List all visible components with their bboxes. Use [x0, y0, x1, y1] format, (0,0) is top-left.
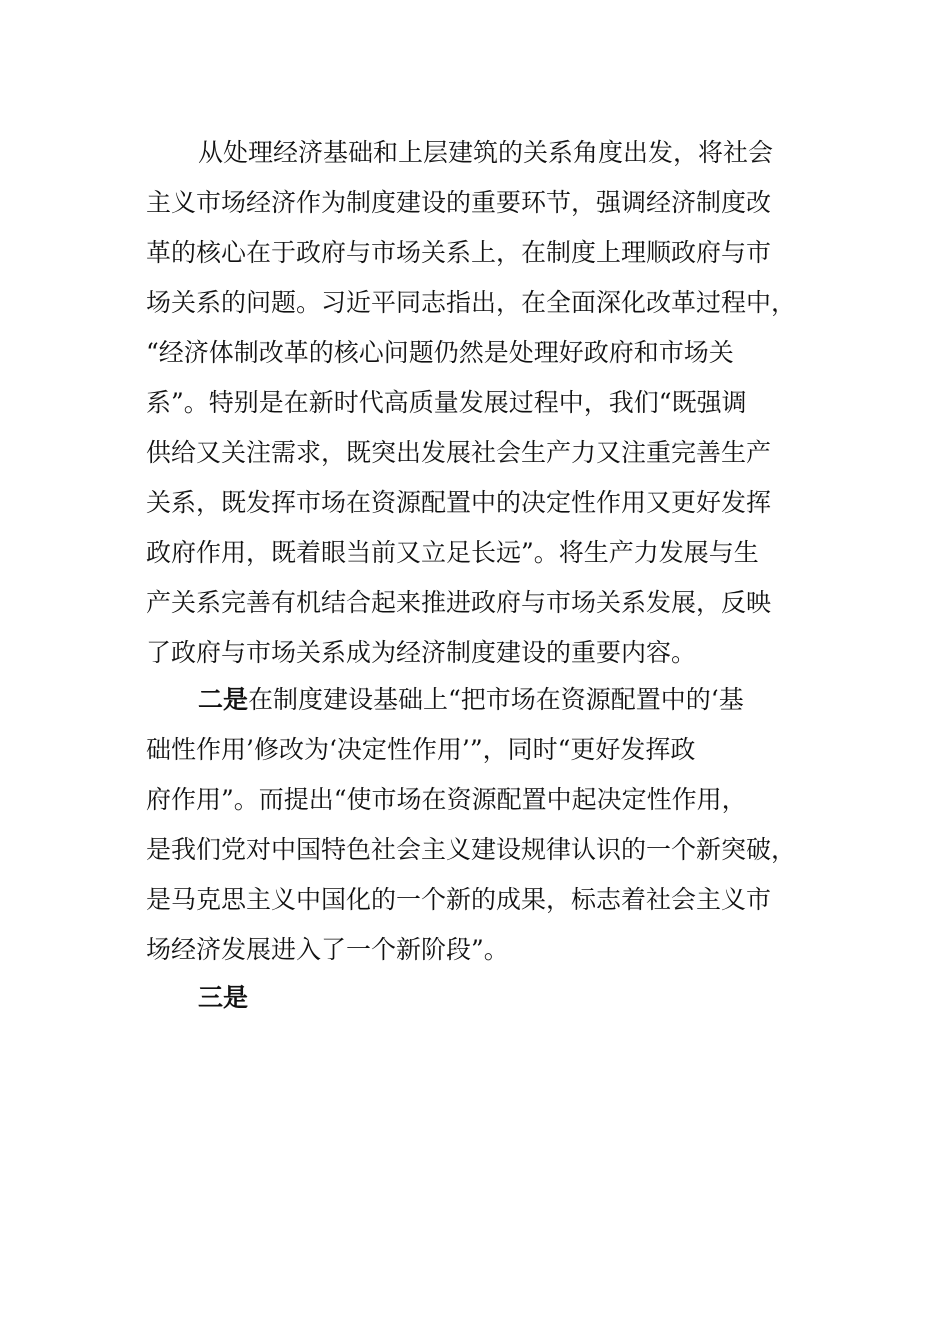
paragraph-line: 关系，既发挥市场在资源配置中的决定性作用又更好发挥 [146, 488, 772, 517]
paragraph-line-text: 在制度建设基础上“把市场在资源配置中的‘基 [248, 685, 744, 714]
paragraph-line: 革的核心在于政府与市场关系上，在制度上理顺政府与市 [146, 238, 772, 267]
paragraph-line [198, 973, 248, 1023]
paragraph-line: 府作用”。而提出“使市场在资源配置中起决定性作用， [146, 785, 747, 814]
paragraph-line: 系”。特别是在新时代高质量发展过程中，我们“既强调 [146, 388, 747, 417]
paragraph-line: 础性作用’修改为‘决定性作用’”，同时“更好发挥政 [146, 735, 696, 764]
paragraph-line: 主义市场经济作为制度建设的重要环节，强调经济制度改 [146, 188, 772, 217]
paragraph-line: 政府作用，既着眼当前又立足长远”。将生产力发展与生 [146, 538, 759, 567]
paragraph-lead: 三是 [198, 983, 249, 1012]
paragraph-line: 从处理经济基础和上层建筑的关系角度出发，将社会 [198, 138, 774, 167]
paragraph-line: 供给又关注需求，既突出发展社会生产力又注重完善生产 [146, 438, 772, 467]
paragraph-line: “经济体制改革的核心问题仍然是处理好政府和市场关 [146, 338, 734, 367]
paragraph-line: 产关系完善有机结合起来推进政府与市场关系发展，反映 [146, 588, 772, 617]
paragraph-line: 是马克思主义中国化的一个新的成果，标志着社会主义市 [146, 885, 772, 914]
paragraph-line: 了政府与市场关系成为经济制度建设的重要内容。 [146, 638, 697, 667]
paragraph-lead: 二是 [198, 685, 249, 714]
paragraph-line: 场经济发展进入了一个新阶段”。 [146, 935, 509, 964]
paragraph-line [198, 675, 744, 725]
paragraph-line: 是我们党对中国特色社会主义建设规律认识的一个新突破， [146, 835, 797, 864]
paragraph-line: 场关系的问题。习近平同志指出，在全面深化改革过程中， [146, 288, 797, 317]
